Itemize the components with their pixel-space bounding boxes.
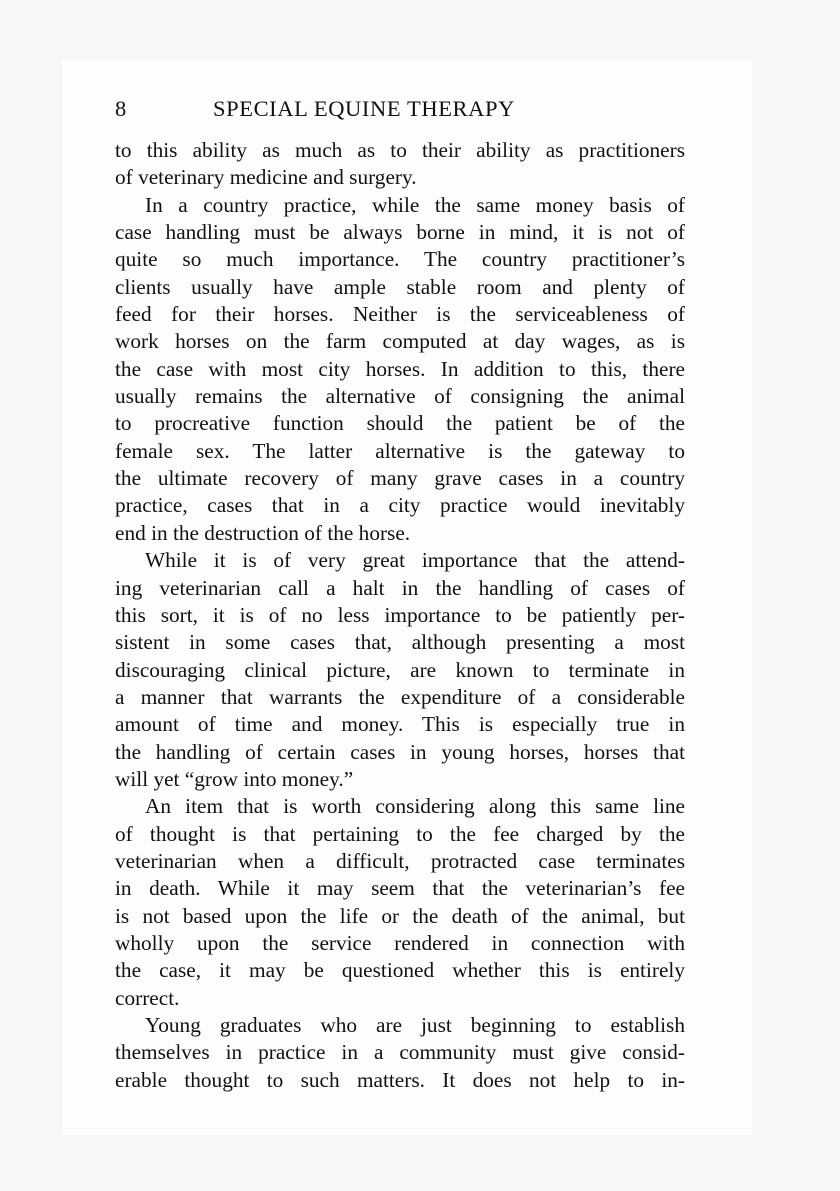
text-line: usually remains the alternative of consigning the animal <box>115 384 685 409</box>
text-line: a manner that warrants the expenditure of a considerable <box>115 684 685 709</box>
text-line: While it is of very great importance that the attend- <box>145 548 685 573</box>
text-line: sistent in some cases that, although presenting a most <box>115 630 685 655</box>
text-line: ing veterinarian call a halt in the handling of cases of <box>115 575 685 600</box>
text-line: the ultimate recovery of many grave cases in a country <box>115 466 685 491</box>
text-line: will yet “grow into money.” <box>115 766 354 791</box>
text-line: the case, it may be questioned whether this is entirely <box>115 958 685 983</box>
text-line: amount of time and money. This is especially true in <box>115 712 685 737</box>
text-line: work horses on the farm computed at day wages, as is <box>115 329 685 354</box>
paragraph <box>115 793 685 1012</box>
text-line: to procreative function should the patient be of the <box>115 411 685 436</box>
running-header <box>115 96 695 126</box>
text-line: In a country practice, while the same money basis of <box>145 192 685 217</box>
text-line: themselves in practice in a community must give consid- <box>115 1040 685 1065</box>
text-line: erable thought to such matters. It does not help to in- <box>115 1067 685 1092</box>
text-line: of veterinary medicine and surgery. <box>115 165 417 190</box>
text-line: An item that is worth considering along this same line <box>145 794 685 819</box>
paragraph <box>115 137 685 192</box>
text-line: correct. <box>115 985 180 1010</box>
text-line: quite so much importance. The country practitioner’s <box>115 247 685 272</box>
text-line: the handling of certain cases in young horses, horses that <box>115 739 685 764</box>
text-line: discouraging clinical picture, are known to terminate in <box>115 657 685 682</box>
text-line: veterinarian when a difficult, protracted case terminates <box>115 848 685 873</box>
text-line: female sex. The latter alternative is the gateway to <box>115 438 685 463</box>
paragraph <box>115 547 685 793</box>
paragraph <box>115 192 685 547</box>
text-line: feed for their horses. Neither is the serviceableness of <box>115 302 685 327</box>
text-line: this sort, it is of no less importance to be patiently per- <box>115 602 685 627</box>
text-line: in death. While it may seem that the veterinarian’s fee <box>115 876 685 901</box>
text-line: the case with most city horses. In addition to this, there <box>115 356 685 381</box>
text-line: Young graduates who are just beginning to establish <box>145 1013 685 1037</box>
running-title: SPECIAL EQUINE THERAPY <box>213 96 515 121</box>
text-line: clients usually have ample stable room and plenty of <box>115 274 685 299</box>
text-line: wholly upon the service rendered in connection with <box>115 930 685 955</box>
body-text <box>115 137 685 1094</box>
text-line: is not based upon the life or the death of the animal, but <box>115 903 685 928</box>
text-line: to this ability as much as to their ability as practitioners <box>115 138 685 162</box>
text-line: case handling must be always borne in mind, it is not of <box>115 220 685 245</box>
page-number: 8 <box>115 96 127 121</box>
text-line: practice, cases that in a city practice would inevitably <box>115 493 685 518</box>
text-line: of thought is that pertaining to the fee charged by the <box>115 821 685 846</box>
paragraph <box>115 1012 685 1094</box>
text-line: end in the destruction of the horse. <box>115 520 411 545</box>
